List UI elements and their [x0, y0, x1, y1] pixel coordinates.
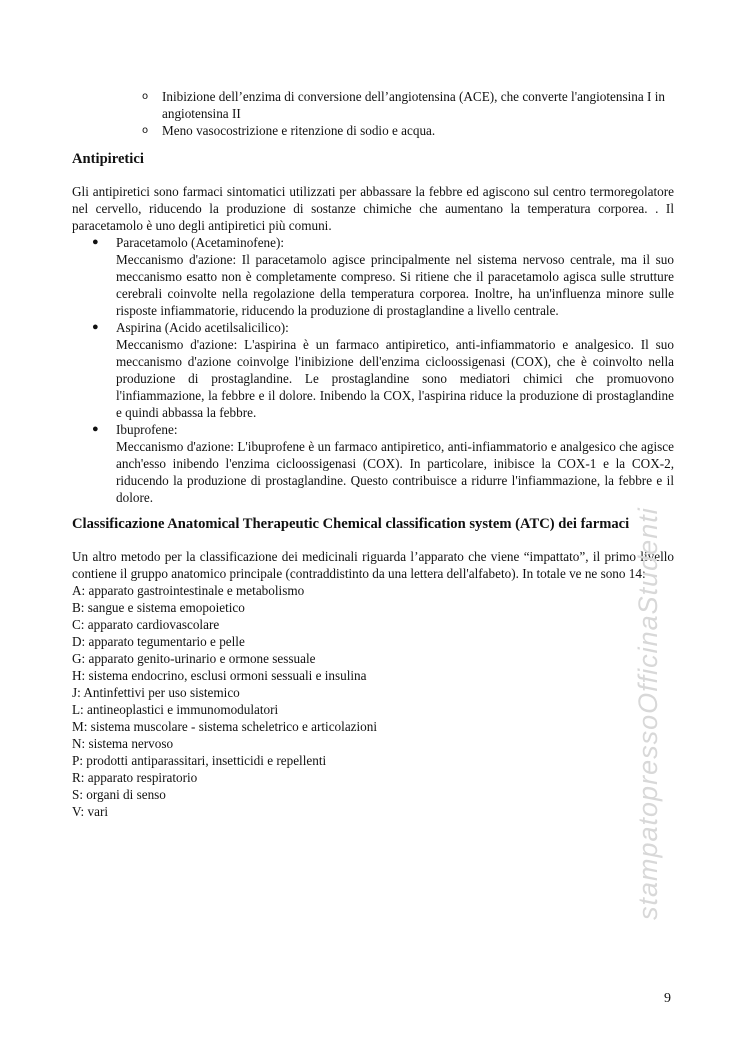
- bullet-icon: ●: [92, 236, 99, 248]
- bullet-icon: ●: [92, 423, 99, 435]
- page-number: 9: [664, 991, 671, 1006]
- section-intro: Un altro metodo per la classificazione dei medicinali riguarda l’apparato che viene “impattato”, il primo livello contiene il gruppo anatomico principale (contraddistinto da una lettera dell'alfabeto). In totale ve ne sono 14:: [72, 549, 674, 581]
- drug-description: Meccanismo d'azione: L'ibuprofene è un farmaco antipiretico, anti-infiammatorio e analgesico che agisce anch'esso inibendo l'enzima cicloossigenasi (COX). In particolare, inibisce la COX-1 e la COX-2, riducendo la produzione di prostaglandine. Questo contribuisce a ridurre l'infiammazione, la febbre e il dolore.: [116, 439, 674, 505]
- list-item: [72, 234, 674, 319]
- list-item: N: sistema nervoso: [72, 736, 174, 751]
- list-item: L: antineoplastici e immunomodulatori: [72, 702, 279, 717]
- list-item: [142, 88, 674, 122]
- drug-name: Aspirina (Acido acetilsalicilico):: [116, 320, 289, 335]
- list-item: J: Antinfettivi per uso sistemico: [72, 685, 240, 700]
- bullet-icon: ●: [92, 321, 99, 333]
- list-item: G: apparato genito-urinario e ormone sessuale: [72, 651, 316, 666]
- list-item-text: Inibizione dell’enzima di conversione dell’angiotensina (ACE), che converte l'angiotensina I in angiotensina II: [162, 89, 665, 121]
- drug-description: Meccanismo d'azione: Il paracetamolo agisce principalmente nel sistema nervoso centrale, ma il suo meccanismo esatto non è completamente compreso. Si ritiene che il paracetamolo agisca sulle strutture cerebrali coinvolte nella regolazione della temperatura corporea. Inoltre, ha un'influenza minore sulle risposte infiammatorie, riducendo la produzione di prostaglandine a livello centrale.: [116, 252, 674, 318]
- watermark: stampatopressoOfficinaStudenti: [633, 507, 663, 920]
- drug-name: Ibuprofene:: [116, 422, 178, 437]
- list-item: C: apparato cardiovascolare: [72, 617, 220, 632]
- list-item: V: vari: [72, 804, 109, 819]
- list-item: A: apparato gastrointestinale e metabolismo: [72, 583, 305, 598]
- list-item: [142, 122, 674, 139]
- top-sublist: [72, 88, 674, 139]
- list-item: [72, 319, 674, 421]
- list-item: B: sangue e sistema emopoietico: [72, 600, 245, 615]
- drug-list: [72, 234, 674, 506]
- section-heading-antipiretici: Antipiretici: [72, 151, 144, 167]
- list-item: M: sistema muscolare - sistema scheletrico e articolazioni: [72, 719, 378, 734]
- list-item: S: organi di senso: [72, 787, 166, 802]
- list-item: H: sistema endocrino, esclusi ormoni sessuali e insulina: [72, 668, 367, 683]
- circle-bullet-icon: o: [142, 91, 149, 102]
- drug-description: Meccanismo d'azione: L'aspirina è un farmaco antipiretico, anti-infiammatorio e analgesico. Il suo meccanismo d'azione coinvolge l'inibizione dell'enzima cicloossigenasi (COX), che è coinvolto nella produzione di prostaglandine. Le prostaglandine sono mediatori chimici che promuovono l'infiammazione, la febbre e il dolore. Inibendo la COX, l'aspirina riduce la produzione di prostaglandine e quindi abbassa la febbre.: [116, 337, 674, 420]
- list-item: R: apparato respiratorio: [72, 770, 198, 785]
- list-item: [72, 421, 674, 506]
- list-item-text: Meno vasocostrizione e ritenzione di sodio e acqua.: [162, 123, 436, 138]
- section-heading-atc: Classificazione Anatomical Therapeutic Chemical classification system (ATC) dei farmaci: [72, 516, 630, 532]
- list-item: P: prodotti antiparassitari, insetticidi e repellenti: [72, 753, 327, 768]
- atc-group-list: [72, 582, 674, 820]
- drug-name: Paracetamolo (Acetaminofene):: [116, 235, 285, 250]
- list-item: D: apparato tegumentario e pelle: [72, 634, 245, 649]
- document-page: [72, 88, 674, 820]
- circle-bullet-icon: o: [142, 125, 149, 136]
- section-intro: Gli antipiretici sono farmaci sintomatici utilizzati per abbassare la febbre ed agiscono sul centro termoregolatore nel cervello, riducendo la produzione di sostanze chimiche che aumentano la temperatura corporea. . Il paracetamolo è uno degli antipiretici più comuni.: [72, 184, 674, 233]
